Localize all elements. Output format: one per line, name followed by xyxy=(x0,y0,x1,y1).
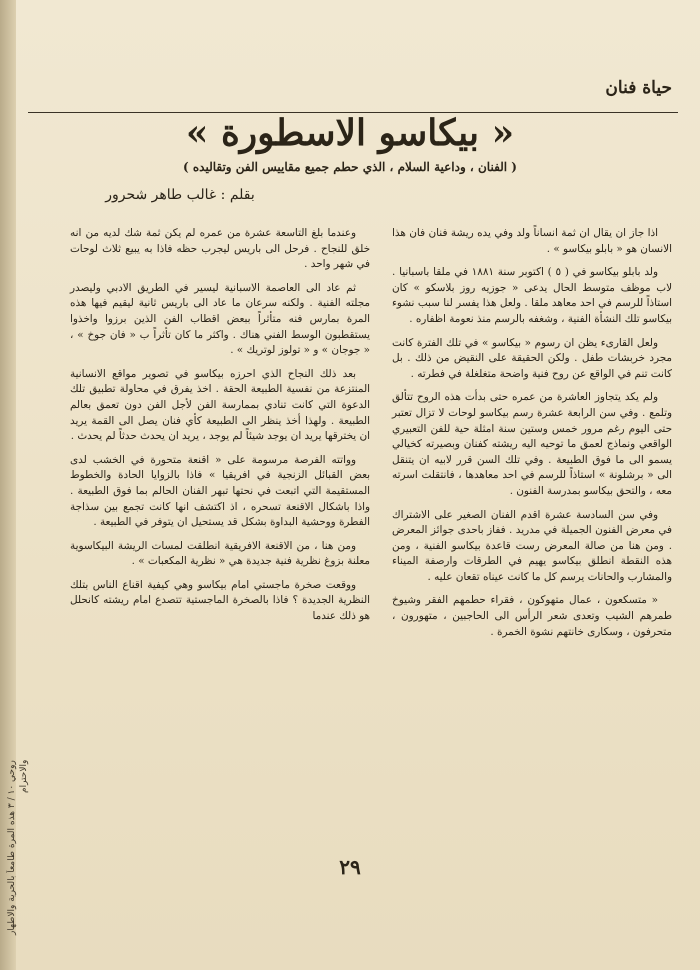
article-title: « بيكاسو الاسطورة » xyxy=(185,112,515,154)
paragraph: ووقعت صخرة ماجستي امام بيكاسو وهي كيفية اقناع الناس بتلك النظرية الجديدة ؟ فاذا بالصخرة الماجستية تتصدع امام ريشته كانحلل هو ذلك عندما xyxy=(70,578,370,623)
article-byline: بقلم : غالب طاهر شحرور xyxy=(105,187,255,203)
paragraph: ولد بابلو بيكاسو في ( ٥ ) اكتوبر سنة ١٨٨١ في ملقا باسبانيا . لاب موظف متوسط الحال يدعى « جوزيه روز بلاسكو » كان استاذاً للرسم في احد معاهد ملقا . ولعل هذا يفسر لنا سبب نشوء بيكاسو تلك النشأة الفنية ، وشغفه بالرسم منذ نعومة اظفاره . xyxy=(392,266,672,325)
article-subtitle: ( الفنان ، وداعية السلام ، الذي حطم جميع مقاييس الفن وتقاليده ) xyxy=(183,160,517,174)
left-column xyxy=(70,226,370,633)
page-number: ٢٩ xyxy=(339,855,361,879)
paragraph: وواتته الفرصة مرسومة على « اقنعة متحورة في الخشب لدى بعض القبائل الزنجية في افريقيا » فاذا بالزوايا الحادة والخطوط المستقيمة التي اتبعت في نحتها تبهر الفنان الحالم بما فوق الطبيعة . واذا باشكال الاقنعة تسحره ، اذ اكتشف انها كانت تجمع بين سذاجة الفطرة ووحشية البداوة بشكل قد يستحيل ان يتوفر في الطبيعة . xyxy=(70,453,370,529)
paragraph: ثم عاد الى العاصمة الاسبانية ليسير في الطريق الادبي وليصدر مجلته الفنية . ولكنه سرعان ما عاد الى باريس ثانية ليقيم فيها هذه المرة بمارس فنه متأثراً ببعض اقطاب الفن الذين برزوا واخذوا يستقطبون الوسط الفني هناك . واكثر ما كان تأثراً ب « فان جوخ » ، « جوجان » و « تولوز لوتريك » . xyxy=(70,281,370,357)
paragraph: وعندما بلغ التاسعة عشرة من عمره لم يكن ثمة شك لديه من انه خلق للنجاح . فرحل الى باريس ليجرب حظه فاذا به يبيع ثلاث لوحات في شهر واحد . xyxy=(70,227,370,271)
paragraph: « متسكعون ، عمال متهوكون ، فقراء حطمهم الفقر وشيوخ طمرهم الشيب وتعدى شعر الرأس الى الحاجبين ، متهورون ، متحرفون ، وسكارى خانتهم نشوة الخمرة . xyxy=(392,594,672,638)
handwritten-margin-note: روحي ١٠ / ٣ هذه المرة طامعاً بالحرية والاطهار والاحترام xyxy=(7,760,29,935)
paragraph: ولم يكد يتجاوز العاشرة من عمره حتى بدأت هذه الروح تتألق وتلمع . وفي سن الرابعة عشرة رسم بيكاسو لوحات لا تزال تعتبر حتى اليوم رغم مرور خمس وستين سنة امثلة حية للفن التعبيري الواقعي ونماذج لعمق ما توحيه اليه ريشته كفنان وبصيرته كخيالي يسمو الى ما فوق الطبيعة . وفي تلك السن قرر لابيه ان يتنقل الى « برشلونة » استاذاً للرسم في احد معاهدها ، فانتقلت اسرته معه ، والتحق بيكاسو بمدرسة الفنون . xyxy=(392,391,672,497)
right-column xyxy=(392,226,672,648)
paragraph: ومن هنا ، من الاقنعة الافريقية انطلقت لمسات الريشة البيكاسوية معلنة بزوغ نظرية فنية جديدة هي « نظرية المكعبات » . xyxy=(70,539,370,568)
section-title: حياة فنان xyxy=(605,78,672,98)
paragraph: اذا جاز ان يقال ان ثمة انساناً ولد وفي يده ريشة فنان فان هذا الانسان هو « بابلو بيكاسو » . xyxy=(392,227,672,255)
paragraph: وفي سن السادسة عشرة اقدم الفنان الصغير على الاشتراك في معرض الفنون الجميلة في مدريد . ففاز باحدى جوائز المعرض . ومن هنا من صالة المعرض رست قاعدة بيكاسو الفنية ، ومن هذه النقطة انطلق بيكاسو يهيم في الطرقات وارصفة الميناء والمشارب والحانات يرسم كل ما كانت عيناه تقعان عليه . xyxy=(392,508,672,583)
section-header xyxy=(28,78,678,113)
paragraph: ولعل القارىء يظن ان رسوم « بيكاسو » في تلك الفترة كانت مجرد خربشات طفل . ولكن الحقيقة على النقيض من ذلك . بل كانت تنم في الواقع عن روح فنية واضحة متغلغلة في فطرته . xyxy=(392,336,672,380)
paragraph: بعد ذلك النجاح الذي احرزه بيكاسو في تصوير مواقع الانسانية المنتزعة من نفسية الطبيعة الحقة . اخذ يفرق في محاولة تطبيق تلك الدعوة التي كانت تنادي بممارسة الفن لأجل الفن دون تعمق بعالم الطبيعة . ولهذا أخذ ينظر الى الطبيعة كأي فنان يصل الى القمة يريد ان يخترقها يريد ان يوجد شيئاً لم يوجد ، يريد ان يحدث حدثاً لم يحدث . xyxy=(70,367,370,443)
